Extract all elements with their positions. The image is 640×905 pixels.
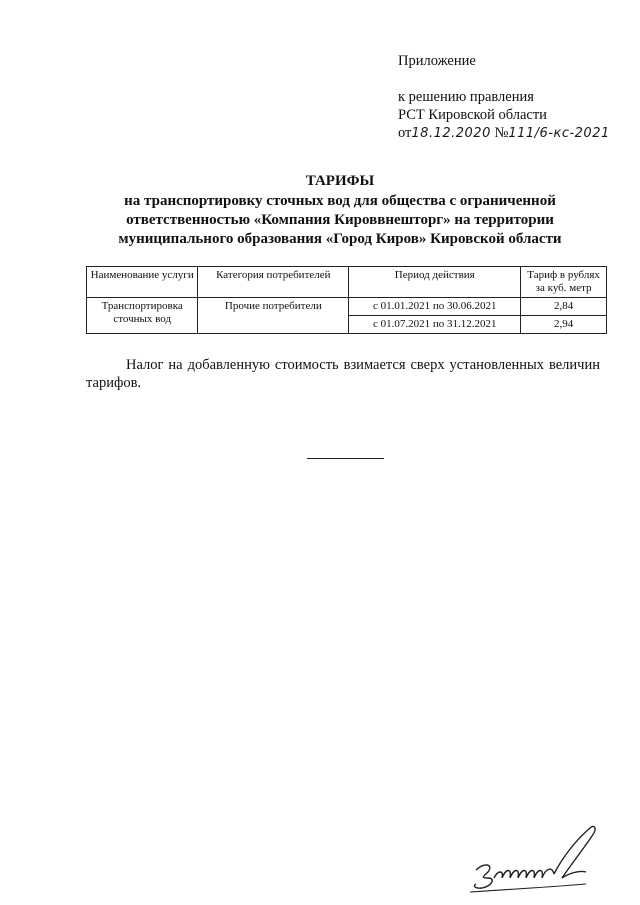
end-divider <box>307 458 384 459</box>
header-category: Категория потребителей <box>198 267 349 298</box>
cell-tariff: 2,84 <box>521 298 607 316</box>
table-header-row <box>87 267 607 298</box>
header-period: Период действия <box>349 267 521 298</box>
vat-note: Налог на добавленную стоимость взимается сверх установленных величин тарифов. <box>86 357 600 391</box>
title-line-1: на транспортировку сточных вод для общества с ограниченной <box>124 193 556 209</box>
appendix-block <box>398 52 610 143</box>
cell-category: Прочие потребители <box>198 298 349 334</box>
number-prefix: № <box>494 125 509 141</box>
cell-service: Транспортировка сточных вод <box>87 298 198 334</box>
header-service: Наименование услуги <box>87 267 198 298</box>
date-number-line <box>398 124 610 143</box>
handwritten-date: 18.12.2020 <box>411 126 491 141</box>
title-main: ТАРИФЫ <box>305 173 375 189</box>
date-prefix: от <box>398 125 412 141</box>
appendix-label: Приложение <box>398 53 476 69</box>
signature <box>458 818 618 898</box>
document-title <box>80 172 600 249</box>
table-row <box>87 298 607 316</box>
tariff-table <box>86 266 607 334</box>
cell-tariff: 2,94 <box>521 316 607 334</box>
cell-period: с 01.07.2021 по 31.12.2021 <box>349 316 521 334</box>
authority-line: РСТ Кировской области <box>398 107 547 123</box>
title-line-3: муниципального образования «Город Киров» Кировской области <box>118 231 562 247</box>
decision-line: к решению правления <box>398 89 534 105</box>
header-tariff: Тариф в рублях за куб. метр <box>521 267 607 298</box>
handwritten-number: 111/6-кс-2021 <box>508 126 610 141</box>
cell-period: с 01.01.2021 по 30.06.2021 <box>349 298 521 316</box>
title-line-2: ответственностью «Компания Кироввнешторг» на территории <box>126 212 554 228</box>
